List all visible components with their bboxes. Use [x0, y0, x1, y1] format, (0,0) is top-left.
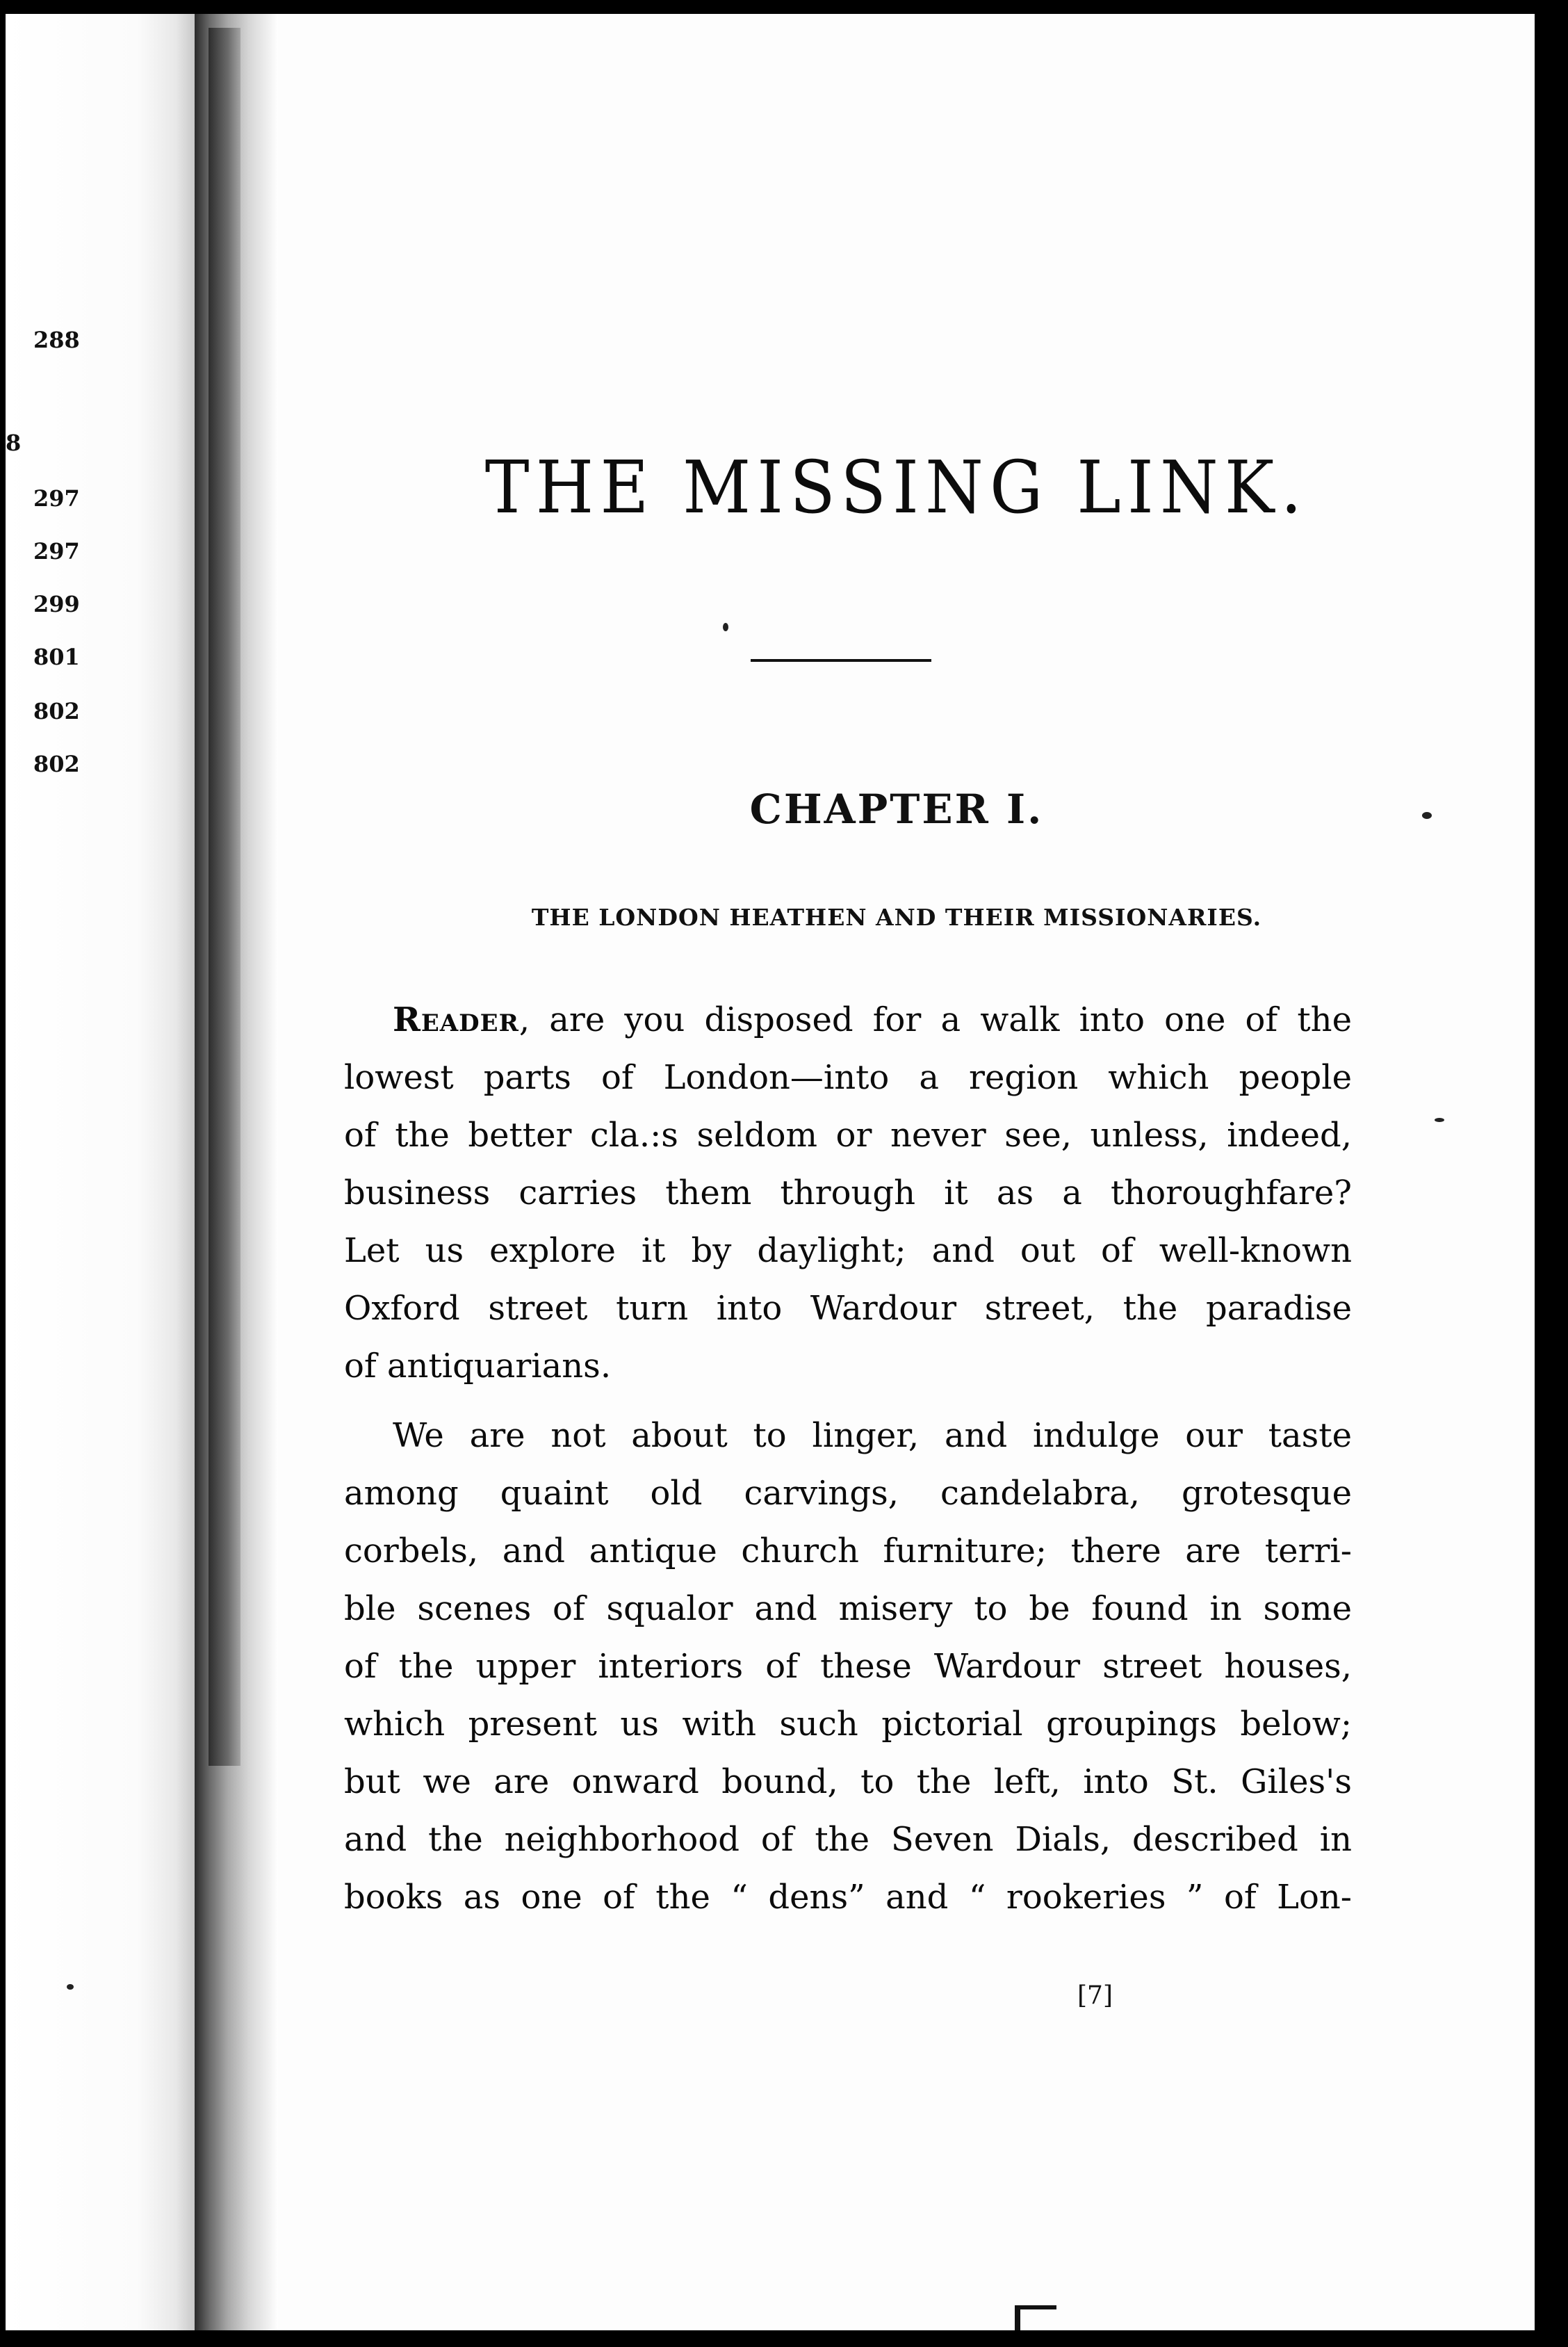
text-line: business carries them through it as a thoroughfare? — [344, 1174, 1352, 1212]
text-line: corbels, and antique church furniture; there are terri- — [344, 1532, 1352, 1570]
paragraph-2 — [344, 1407, 1352, 1926]
chapter-subtitle: THE LONDON HEATHEN AND THEIR MISSIONARIES. — [531, 904, 1262, 931]
facing-page-edge — [6, 14, 195, 2330]
scan-border-bottom — [0, 2330, 1568, 2347]
toc-page-number: 297 — [33, 485, 80, 512]
toc-page-number: 802 — [33, 698, 80, 724]
text-line: but we are onward bound, to the left, into St. Giles's — [344, 1762, 1352, 1801]
text-line: ble scenes of squalor and misery to be found in some — [344, 1589, 1352, 1628]
text-line: Let us explore it by daylight; and out of well-known — [344, 1231, 1352, 1270]
page-number: [7] — [1077, 1981, 1113, 2010]
toc-page-number: 297 — [33, 538, 80, 565]
toc-page-number: 299 — [33, 591, 80, 617]
scan-border-right — [1535, 0, 1568, 2347]
paragraph-1 — [344, 991, 1352, 1395]
text-line: of the better cla.:s seldom or never see, unless, indeed, — [344, 1116, 1352, 1155]
toc-edge-mark: 8 — [6, 430, 22, 456]
text-line: among quaint old carvings, candelabra, grotesque — [344, 1474, 1352, 1513]
toc-page-number: 802 — [33, 751, 80, 777]
toc-page-number: 288 — [33, 327, 80, 353]
scan-crop-mark — [1015, 2305, 1056, 2309]
text-line: and the neighborhood of the Seven Dials, described in — [344, 1820, 1352, 1859]
title-rule — [751, 659, 931, 662]
lead-word: Reader — [393, 1000, 519, 1039]
text-line: lowest parts of London—into a region which people — [344, 1058, 1352, 1097]
ink-speck — [67, 1984, 74, 1990]
text-line: Oxford street turn into Wardour street, the paradise — [344, 1289, 1352, 1328]
spine-shadow — [209, 28, 240, 1766]
ink-speck — [1435, 1118, 1444, 1122]
text-line: which present us with such pictorial groupings below; — [344, 1705, 1352, 1744]
text-line: of antiquarians. — [344, 1347, 612, 1386]
toc-page-number: 801 — [33, 644, 80, 670]
ink-speck — [723, 623, 728, 631]
scan-border-top — [0, 0, 1568, 14]
text-line: of the upper interiors of these Wardour street houses, — [344, 1647, 1352, 1686]
ink-speck — [1422, 812, 1432, 819]
scan-border-left — [0, 0, 6, 2347]
text-line: Reader, are you disposed for a walk into one of the — [393, 1000, 1352, 1039]
book-title: THE MISSING LINK. — [484, 445, 1309, 530]
text-line: We are not about to linger, and indulge our taste — [393, 1416, 1352, 1455]
chapter-heading: CHAPTER I. — [749, 786, 1044, 833]
text-line: books as one of the “ dens” and “ rookeries ” of Lon- — [344, 1878, 1352, 1917]
